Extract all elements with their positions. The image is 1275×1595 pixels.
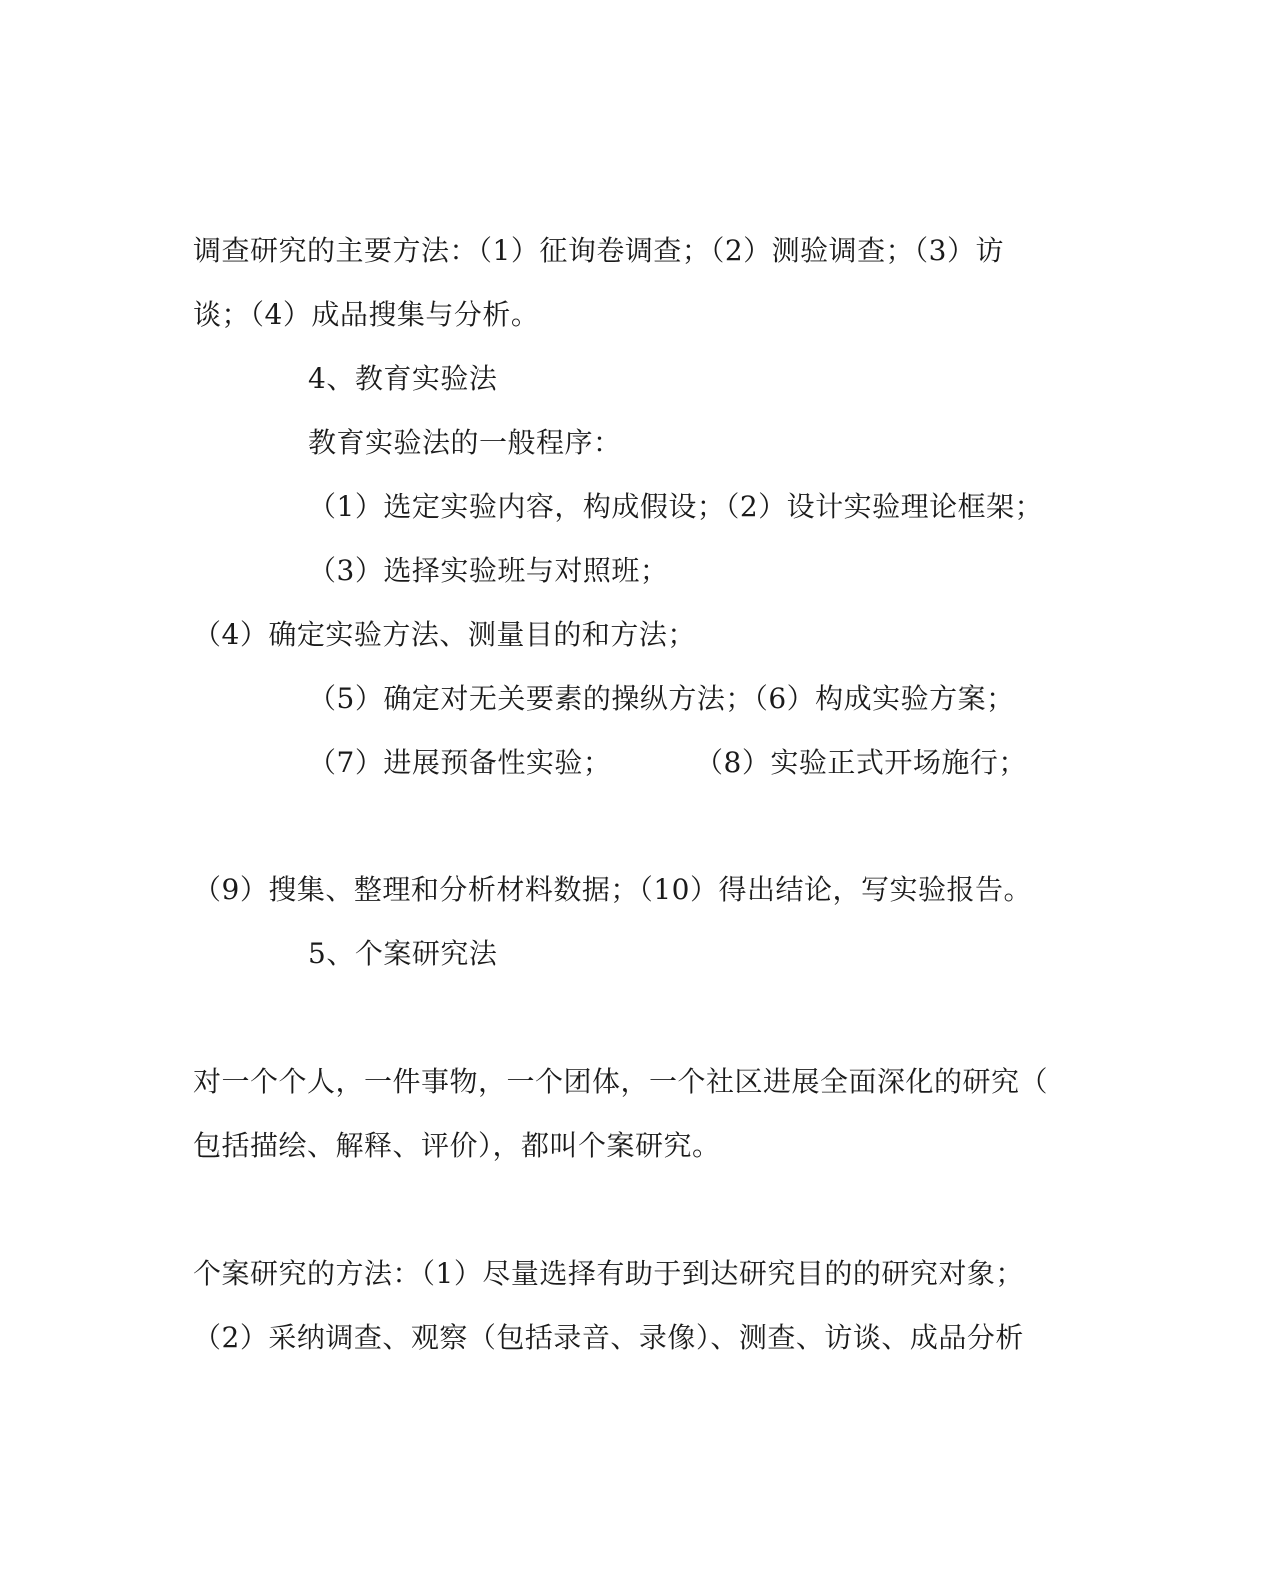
list-item: （3）选择实验班与对照班； bbox=[308, 554, 669, 587]
paragraph-line: 包括描绘、解释、评价），都叫个案研究。 bbox=[193, 1129, 721, 1162]
list-item: （5）确定对无关要素的操纵方法；（6）构成实验方案； bbox=[308, 682, 1015, 715]
paragraph-line: 谈；（4）成品搜集与分析。 bbox=[193, 298, 540, 331]
list-item: （4）确定实验方法、测量目的和方法； bbox=[193, 618, 696, 651]
list-item: （7）进展预备性实验； bbox=[308, 746, 612, 779]
section-heading: 5、个案研究法 bbox=[308, 937, 498, 970]
paragraph-line: 个案研究的方法：（1）尽量选择有助于到达研究目的的研究对象； bbox=[193, 1257, 1024, 1290]
paragraph-line: 对一个个人，一件事物，一个团体，一个社区进展全面深化的研究（ bbox=[193, 1065, 1049, 1098]
section-heading: 4、教育实验法 bbox=[308, 362, 498, 395]
list-item: （9）搜集、整理和分析材料数据；（10）得出结论，写实验报告。 bbox=[193, 873, 1032, 906]
paragraph-line: （2）采纳调查、观察（包括录音、录像）、测查、访谈、成品分析 bbox=[193, 1321, 1024, 1354]
list-item: （1）选定实验内容，构成假设；（2）设计实验理论框架； bbox=[308, 490, 1044, 523]
list-item: （8）实验正式开场施行； bbox=[695, 746, 1027, 779]
paragraph-line: 教育实验法的一般程序： bbox=[308, 426, 622, 459]
paragraph-line: 调查研究的主要方法：（1）征询卷调查；（2）测验调查；（3）访 bbox=[193, 234, 1004, 267]
